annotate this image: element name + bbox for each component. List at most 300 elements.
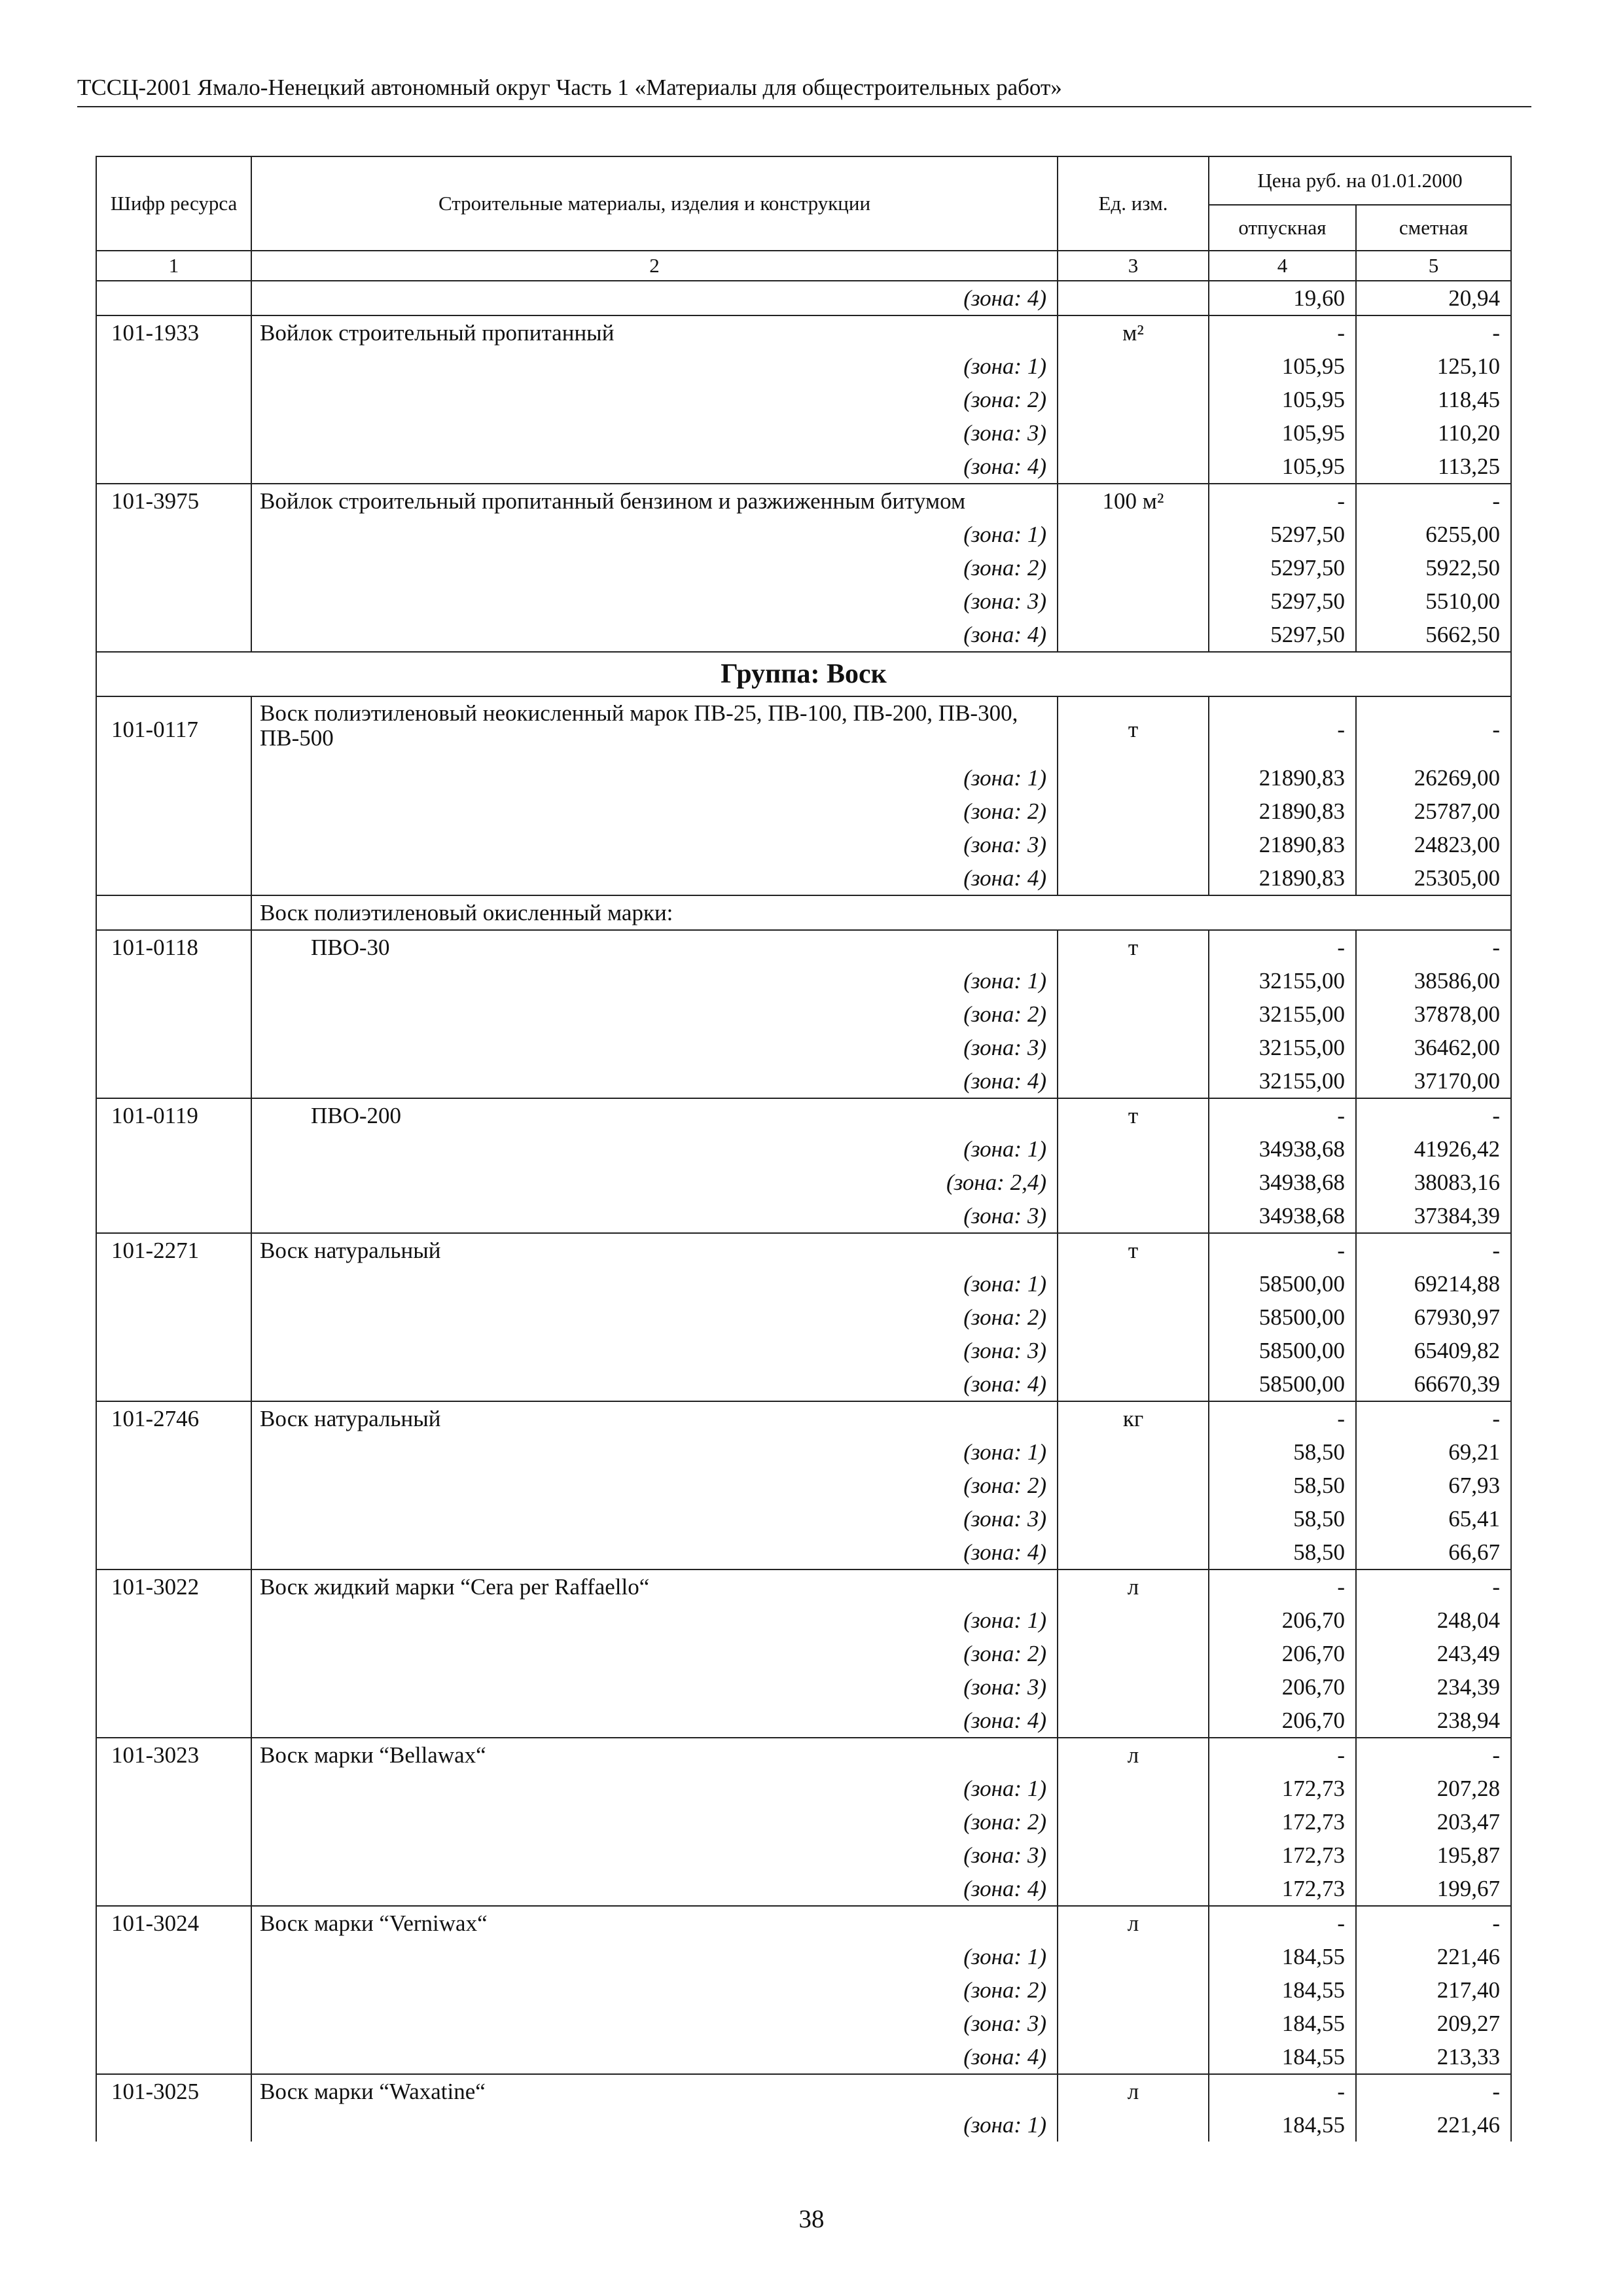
resource-code: 101-3975	[96, 484, 251, 518]
zone-row	[96, 518, 1511, 551]
unit-of-measure	[1058, 2007, 1209, 2040]
zone-label: (зона: 2)	[251, 1469, 1058, 1502]
release-price: 5297,50	[1209, 618, 1356, 652]
zone-label: (зона: 3)	[251, 828, 1058, 861]
estimate-price: -	[1356, 1906, 1511, 1940]
release-price: 184,55	[1209, 1973, 1356, 2007]
zone-row	[96, 1805, 1511, 1839]
zone-label: (зона: 1)	[251, 761, 1058, 795]
zone-label: (зона: 2)	[251, 1805, 1058, 1839]
estimate-price: -	[1356, 315, 1511, 350]
material-name: ПВО-30	[251, 930, 1058, 964]
unit-of-measure	[1058, 1502, 1209, 1535]
zone-label: (зона: 4)	[251, 281, 1058, 315]
release-price: 21890,83	[1209, 861, 1356, 895]
unit-of-measure	[1058, 1604, 1209, 1637]
zone-row	[96, 416, 1511, 450]
resource-code: 101-3025	[96, 2074, 251, 2108]
estimate-price: 5510,00	[1356, 584, 1511, 618]
zone-label: (зона: 3)	[251, 1334, 1058, 1367]
release-price: 58,50	[1209, 1535, 1356, 1570]
zone-row	[96, 1435, 1511, 1469]
release-price: 5297,50	[1209, 551, 1356, 584]
page-number: 38	[798, 2205, 825, 2233]
zone-row	[96, 1031, 1511, 1064]
unit-of-measure	[1058, 281, 1209, 315]
table-row	[96, 1401, 1511, 1435]
material-name: ПВО-200	[251, 1098, 1058, 1132]
resource-code	[96, 1367, 251, 1401]
material-name: Воск жидкий марки “Cera per Raffaello“	[251, 1570, 1058, 1604]
estimate-price: 37170,00	[1356, 1064, 1511, 1098]
zone-label: (зона: 3)	[251, 1502, 1058, 1535]
estimate-price: 25787,00	[1356, 795, 1511, 828]
zone-row	[96, 1132, 1511, 1166]
table-row	[96, 1570, 1511, 1604]
release-price: 172,73	[1209, 1839, 1356, 1872]
unit-of-measure	[1058, 861, 1209, 895]
zone-label: (зона: 2)	[251, 1973, 1058, 2007]
zone-row	[96, 1367, 1511, 1401]
zone-label: (зона: 1)	[251, 1604, 1058, 1637]
release-price: 105,95	[1209, 416, 1356, 450]
zone-row	[96, 1267, 1511, 1300]
resource-code	[96, 1973, 251, 2007]
zone-label: (зона: 1)	[251, 964, 1058, 997]
estimate-price: -	[1356, 1233, 1511, 1267]
zone-row	[96, 450, 1511, 484]
resource-code	[96, 828, 251, 861]
release-price: 172,73	[1209, 1805, 1356, 1839]
estimate-price: 20,94	[1356, 281, 1511, 315]
material-name: Войлок строительный пропитанный бензином и разжиженным битумом	[251, 484, 1058, 518]
material-name: Воск полиэтиленовый неокисленный марок ПВ-25, ПВ-100, ПВ-200, ПВ-300, ПВ-500	[251, 696, 1058, 761]
subgroup-heading: Воск полиэтиленовый окисленный марки:	[251, 895, 1511, 930]
estimate-price: 36462,00	[1356, 1031, 1511, 1064]
estimate-price: 248,04	[1356, 1604, 1511, 1637]
resource-code	[96, 997, 251, 1031]
zone-label: (зона: 4)	[251, 1872, 1058, 1906]
estimate-price: 238,94	[1356, 1704, 1511, 1738]
release-price: 184,55	[1209, 2108, 1356, 2142]
unit-of-measure	[1058, 1469, 1209, 1502]
release-price: 32155,00	[1209, 964, 1356, 997]
zone-label: (зона: 1)	[251, 350, 1058, 383]
column-number-row	[96, 251, 1511, 281]
resource-code	[96, 964, 251, 997]
zone-row	[96, 1166, 1511, 1199]
release-price: 32155,00	[1209, 1031, 1356, 1064]
zone-row	[96, 1334, 1511, 1367]
unit-of-measure	[1058, 1199, 1209, 1233]
release-price: 184,55	[1209, 2007, 1356, 2040]
release-price: 206,70	[1209, 1637, 1356, 1670]
unit-of-measure	[1058, 828, 1209, 861]
table-row	[96, 2074, 1511, 2108]
zone-row	[96, 1199, 1511, 1233]
release-price: 206,70	[1209, 1670, 1356, 1704]
header-release-price: отпускная	[1209, 205, 1356, 251]
unit-of-measure	[1058, 584, 1209, 618]
estimate-price: 37878,00	[1356, 997, 1511, 1031]
unit-of-measure	[1058, 350, 1209, 383]
table-row	[96, 484, 1511, 518]
zone-row	[96, 828, 1511, 861]
estimate-price: 207,28	[1356, 1772, 1511, 1805]
resource-code: 101-2271	[96, 1233, 251, 1267]
resource-code	[96, 1839, 251, 1872]
zone-row	[96, 964, 1511, 997]
material-name: Воск марки “Waxatine“	[251, 2074, 1058, 2108]
unit-of-measure	[1058, 1435, 1209, 1469]
zone-row	[96, 1704, 1511, 1738]
estimate-price: 69,21	[1356, 1435, 1511, 1469]
zone-label: (зона: 1)	[251, 518, 1058, 551]
zone-label: (зона: 3)	[251, 584, 1058, 618]
unit-of-measure	[1058, 1267, 1209, 1300]
release-price: 21890,83	[1209, 828, 1356, 861]
unit-of-measure: т	[1058, 1233, 1209, 1267]
release-price: 21890,83	[1209, 795, 1356, 828]
resource-code	[96, 416, 251, 450]
zone-row	[96, 861, 1511, 895]
estimate-price: 213,33	[1356, 2040, 1511, 2074]
estimate-price: 25305,00	[1356, 861, 1511, 895]
zone-row	[96, 1535, 1511, 1570]
estimate-price: 203,47	[1356, 1805, 1511, 1839]
zone-label: (зона: 2)	[251, 551, 1058, 584]
subgroup-heading-row	[96, 895, 1511, 930]
estimate-price: 110,20	[1356, 416, 1511, 450]
unit-of-measure: 100 м²	[1058, 484, 1209, 518]
resource-code: 101-3023	[96, 1738, 251, 1772]
release-price: 105,95	[1209, 383, 1356, 416]
unit-of-measure	[1058, 1535, 1209, 1570]
zone-row	[96, 1772, 1511, 1805]
zone-row	[96, 1064, 1511, 1098]
zone-label: (зона: 4)	[251, 1704, 1058, 1738]
release-price: 34938,68	[1209, 1199, 1356, 1233]
estimate-price: 41926,42	[1356, 1132, 1511, 1166]
unit-of-measure: кг	[1058, 1401, 1209, 1435]
estimate-price: 125,10	[1356, 350, 1511, 383]
zone-label: (зона: 1)	[251, 1132, 1058, 1166]
unit-of-measure: т	[1058, 696, 1209, 761]
zone-label: (зона: 4)	[251, 1367, 1058, 1401]
zone-row	[96, 551, 1511, 584]
material-name: Войлок строительный пропитанный	[251, 315, 1058, 350]
estimate-price: 65,41	[1356, 1502, 1511, 1535]
zone-label: (зона: 1)	[251, 1940, 1058, 1973]
header-price: Цена руб. на 01.01.2000	[1209, 156, 1511, 205]
column-number: 3	[1058, 251, 1209, 281]
table-row	[96, 1906, 1511, 1940]
unit-of-measure	[1058, 1637, 1209, 1670]
estimate-price: -	[1356, 2074, 1511, 2108]
unit-of-measure	[1058, 416, 1209, 450]
column-number: 1	[96, 251, 251, 281]
material-name: Воск марки “Verniwax“	[251, 1906, 1058, 1940]
zone-label: (зона: 2)	[251, 383, 1058, 416]
zone-row	[96, 1300, 1511, 1334]
zone-label: (зона: 4)	[251, 1064, 1058, 1098]
resource-code	[96, 2108, 251, 2142]
zone-label: (зона: 3)	[251, 1839, 1058, 1872]
resource-code: 101-1933	[96, 315, 251, 350]
zone-row	[96, 2007, 1511, 2040]
zone-row	[96, 1973, 1511, 2007]
zone-row	[96, 1940, 1511, 1973]
table-row	[96, 315, 1511, 350]
unit-of-measure: м²	[1058, 315, 1209, 350]
resource-code	[96, 1132, 251, 1166]
release-price: 58,50	[1209, 1435, 1356, 1469]
column-number: 4	[1209, 251, 1356, 281]
resource-code	[96, 1469, 251, 1502]
unit-of-measure	[1058, 618, 1209, 652]
group-heading-row	[96, 652, 1511, 696]
zone-label: (зона: 3)	[251, 2007, 1058, 2040]
resource-code	[96, 1334, 251, 1367]
estimate-price: 243,49	[1356, 1637, 1511, 1670]
unit-of-measure: л	[1058, 1570, 1209, 1604]
resource-code	[96, 1772, 251, 1805]
zone-label: (зона: 2)	[251, 795, 1058, 828]
zone-label: (зона: 2)	[251, 1637, 1058, 1670]
resource-code: 101-0117	[96, 696, 251, 761]
estimate-price: 199,67	[1356, 1872, 1511, 1906]
release-price: -	[1209, 1738, 1356, 1772]
zone-label: (зона: 2)	[251, 997, 1058, 1031]
resource-code	[96, 1166, 251, 1199]
resource-code	[96, 618, 251, 652]
resource-code	[96, 1670, 251, 1704]
unit-of-measure	[1058, 1805, 1209, 1839]
zone-row	[96, 2040, 1511, 2074]
estimate-price: 5922,50	[1356, 551, 1511, 584]
zone-row	[96, 1502, 1511, 1535]
resource-code	[96, 518, 251, 551]
table-body	[96, 281, 1511, 2142]
resource-code	[96, 2007, 251, 2040]
zone-label: (зона: 2,4)	[251, 1166, 1058, 1199]
unit-of-measure	[1058, 997, 1209, 1031]
zone-label: (зона: 2)	[251, 1300, 1058, 1334]
release-price: 184,55	[1209, 2040, 1356, 2074]
resource-code	[96, 795, 251, 828]
zone-row	[96, 1839, 1511, 1872]
release-price: 206,70	[1209, 1604, 1356, 1637]
release-price: -	[1209, 1401, 1356, 1435]
release-price: 184,55	[1209, 1940, 1356, 1973]
resource-code	[96, 350, 251, 383]
release-price: -	[1209, 484, 1356, 518]
group-heading: Группа: Воск	[96, 652, 1511, 696]
release-price: 5297,50	[1209, 518, 1356, 551]
table-row	[96, 696, 1511, 761]
estimate-price: 217,40	[1356, 1973, 1511, 2007]
resource-code	[96, 1805, 251, 1839]
zone-row	[96, 1469, 1511, 1502]
resource-code	[96, 1604, 251, 1637]
zone-label: (зона: 4)	[251, 861, 1058, 895]
unit-of-measure	[1058, 551, 1209, 584]
zone-row	[96, 2108, 1511, 2142]
estimate-price: 38586,00	[1356, 964, 1511, 997]
resource-code: 101-3022	[96, 1570, 251, 1604]
resource-code	[96, 1704, 251, 1738]
resource-code: 101-0119	[96, 1098, 251, 1132]
zone-label: (зона: 1)	[251, 1772, 1058, 1805]
release-price: 5297,50	[1209, 584, 1356, 618]
zone-row	[96, 618, 1511, 652]
estimate-price: 221,46	[1356, 1940, 1511, 1973]
header-name: Строительные материалы, изделия и конструкции	[251, 156, 1058, 251]
estimate-price: 65409,82	[1356, 1334, 1511, 1367]
unit-of-measure	[1058, 1772, 1209, 1805]
unit-of-measure: л	[1058, 1906, 1209, 1940]
resource-code	[96, 1502, 251, 1535]
resource-code	[96, 761, 251, 795]
zone-row	[96, 281, 1511, 315]
release-price: 206,70	[1209, 1704, 1356, 1738]
unit-of-measure	[1058, 383, 1209, 416]
unit-of-measure	[1058, 1670, 1209, 1704]
zone-label: (зона: 1)	[251, 2108, 1058, 2142]
release-price: 58,50	[1209, 1502, 1356, 1535]
estimate-price: 66670,39	[1356, 1367, 1511, 1401]
release-price: 105,95	[1209, 450, 1356, 484]
unit-of-measure	[1058, 1367, 1209, 1401]
unit-of-measure	[1058, 964, 1209, 997]
estimate-price: 118,45	[1356, 383, 1511, 416]
release-price: 105,95	[1209, 350, 1356, 383]
zone-label: (зона: 4)	[251, 618, 1058, 652]
resource-code	[96, 1064, 251, 1098]
unit-of-measure	[1058, 450, 1209, 484]
release-price: 172,73	[1209, 1772, 1356, 1805]
resource-code: 101-0118	[96, 930, 251, 964]
zone-row	[96, 1604, 1511, 1637]
estimate-price: 5662,50	[1356, 618, 1511, 652]
unit-of-measure	[1058, 2040, 1209, 2074]
header-estimate-price: сметная	[1356, 205, 1511, 251]
unit-of-measure	[1058, 1300, 1209, 1334]
zone-label: (зона: 3)	[251, 1670, 1058, 1704]
estimate-price: -	[1356, 1570, 1511, 1604]
material-name: Воск натуральный	[251, 1401, 1058, 1435]
material-name: Воск марки “Bellawax“	[251, 1738, 1058, 1772]
release-price: 172,73	[1209, 1872, 1356, 1906]
material-name: Воск натуральный	[251, 1233, 1058, 1267]
resource-code	[96, 383, 251, 416]
zone-label: (зона: 1)	[251, 1435, 1058, 1469]
resource-code	[96, 1872, 251, 1906]
zone-label: (зона: 4)	[251, 2040, 1058, 2074]
estimate-price: 195,87	[1356, 1839, 1511, 1872]
zone-label: (зона: 3)	[251, 416, 1058, 450]
table-row	[96, 1233, 1511, 1267]
page-header: ТССЦ-2001 Ямало-Ненецкий автономный округ Часть 1 «Материалы для общестроительных работ»	[77, 73, 1531, 107]
price-table	[96, 156, 1512, 2142]
zone-row	[96, 1637, 1511, 1670]
release-price: -	[1209, 1906, 1356, 1940]
estimate-price: 67930,97	[1356, 1300, 1511, 1334]
resource-code	[96, 861, 251, 895]
unit-of-measure	[1058, 1334, 1209, 1367]
zone-label: (зона: 3)	[251, 1031, 1058, 1064]
zone-label: (зона: 4)	[251, 450, 1058, 484]
resource-code	[96, 1300, 251, 1334]
table-row	[96, 1738, 1511, 1772]
release-price: -	[1209, 930, 1356, 964]
resource-code	[96, 1940, 251, 1973]
zone-row	[96, 383, 1511, 416]
resource-code	[96, 1435, 251, 1469]
resource-code	[96, 1267, 251, 1300]
column-number: 5	[1356, 251, 1511, 281]
unit-of-measure: л	[1058, 1738, 1209, 1772]
resource-code	[96, 895, 251, 930]
estimate-price: 37384,39	[1356, 1199, 1511, 1233]
header-code: Шифр ресурса	[96, 156, 251, 251]
release-price: 19,60	[1209, 281, 1356, 315]
resource-code	[96, 551, 251, 584]
release-price: 58500,00	[1209, 1300, 1356, 1334]
resource-code: 101-3024	[96, 1906, 251, 1940]
estimate-price: 234,39	[1356, 1670, 1511, 1704]
estimate-price: 38083,16	[1356, 1166, 1511, 1199]
table-row	[96, 930, 1511, 964]
zone-row	[96, 795, 1511, 828]
unit-of-measure	[1058, 1166, 1209, 1199]
release-price: 58500,00	[1209, 1267, 1356, 1300]
release-price: 58,50	[1209, 1469, 1356, 1502]
unit-of-measure: т	[1058, 1098, 1209, 1132]
resource-code	[96, 281, 251, 315]
release-price: 21890,83	[1209, 761, 1356, 795]
resource-code	[96, 1535, 251, 1570]
zone-label: (зона: 4)	[251, 1535, 1058, 1570]
zone-label: (зона: 3)	[251, 1199, 1058, 1233]
estimate-price: 6255,00	[1356, 518, 1511, 551]
zone-row	[96, 997, 1511, 1031]
resource-code	[96, 584, 251, 618]
unit-of-measure	[1058, 2108, 1209, 2142]
resource-code	[96, 1637, 251, 1670]
unit-of-measure	[1058, 1064, 1209, 1098]
unit-of-measure	[1058, 518, 1209, 551]
unit-of-measure	[1058, 1872, 1209, 1906]
table-header-row	[96, 156, 1511, 205]
release-price: -	[1209, 1233, 1356, 1267]
estimate-price: 69214,88	[1356, 1267, 1511, 1300]
estimate-price: -	[1356, 1401, 1511, 1435]
release-price: -	[1209, 315, 1356, 350]
estimate-price: -	[1356, 696, 1511, 761]
unit-of-measure	[1058, 1704, 1209, 1738]
estimate-price: 221,46	[1356, 2108, 1511, 2142]
unit-of-measure	[1058, 1132, 1209, 1166]
table-row	[96, 1098, 1511, 1132]
estimate-price: -	[1356, 930, 1511, 964]
resource-code	[96, 2040, 251, 2074]
unit-of-measure: т	[1058, 930, 1209, 964]
unit-of-measure	[1058, 1839, 1209, 1872]
estimate-price: -	[1356, 1738, 1511, 1772]
release-price: 32155,00	[1209, 997, 1356, 1031]
zone-row	[96, 1670, 1511, 1704]
